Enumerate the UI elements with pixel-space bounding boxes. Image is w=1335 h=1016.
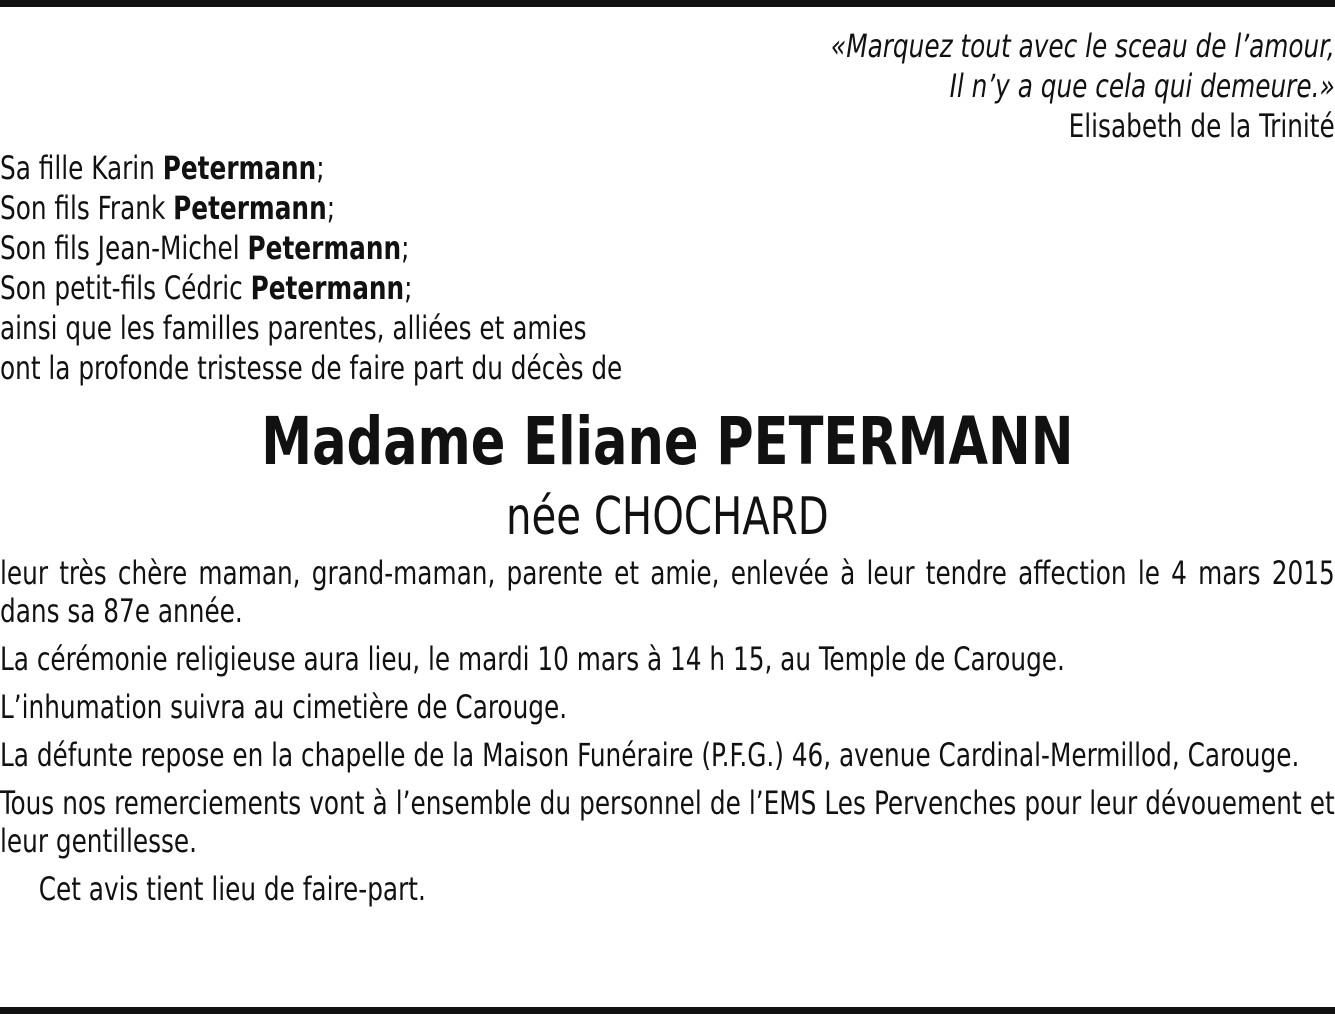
family-member-punct: ; bbox=[404, 269, 413, 307]
announcement-line-2: ont la profonde tristesse de faire part du décès de bbox=[0, 349, 623, 387]
epigraph-quote bbox=[0, 26, 1335, 146]
family-member-surname: Petermann bbox=[250, 269, 405, 307]
family-member-surname: Petermann bbox=[173, 189, 327, 227]
family-member-punct: ; bbox=[326, 189, 336, 227]
deceased-maiden-name: née CHOCHARD bbox=[506, 487, 829, 547]
family-member bbox=[0, 188, 1335, 228]
family-member-surname: Petermann bbox=[247, 229, 402, 267]
family-member bbox=[0, 268, 1335, 308]
bottom-rule bbox=[0, 1007, 1335, 1014]
announcement-line-1: ainsi que les familles parentes, alliées et amies bbox=[0, 309, 587, 347]
quote-author: Elisabeth de la Trinité bbox=[1068, 107, 1335, 145]
family-list bbox=[0, 148, 1335, 388]
family-member-punct: ; bbox=[401, 229, 410, 267]
top-rule bbox=[0, 0, 1335, 7]
family-member bbox=[0, 148, 1335, 188]
paragraph-closing: Cet avis tient lieu de faire-part. bbox=[38, 870, 426, 908]
family-member bbox=[0, 228, 1335, 268]
family-member-relation: Son fils Jean-Michel bbox=[0, 229, 248, 267]
family-member-relation: Son fils Frank bbox=[0, 189, 174, 227]
paragraph-relationship: leur très chère maman, grand-maman, parente et amie, enlevée à leur tendre affection le 4 mars 2015 dans sa 87e année. bbox=[0, 554, 1335, 630]
death-notice bbox=[0, 26, 1335, 918]
family-member-relation: Sa fille Karin bbox=[0, 149, 163, 187]
quote-line-1: «Marquez tout avec le sceau de l’amour, bbox=[830, 27, 1335, 65]
family-member-relation: Son petit-fils Cédric bbox=[0, 269, 251, 307]
paragraph-thanks: Tous nos remerciements vont à l’ensemble du personnel de l’EMS Les Pervenches pour leur dévouement et leur gentillesse. bbox=[0, 784, 1335, 860]
family-member-punct: ; bbox=[316, 149, 325, 187]
paragraph-burial: L’inhumation suivra au cimetière de Carouge. bbox=[0, 688, 568, 726]
family-member-surname: Petermann bbox=[162, 149, 317, 187]
paragraph-ceremony: La cérémonie religieuse aura lieu, le mardi 10 mars à 14 h 15, au Temple de Carouge. bbox=[0, 640, 1065, 678]
deceased-name: Madame Eliane PETERMANN bbox=[261, 403, 1074, 480]
paragraph-repose: La défunte repose en la chapelle de la Maison Funéraire (P.F.G.) 46, avenue Cardinal-Mermillod, Carouge. bbox=[0, 736, 1300, 774]
quote-line-2: Il n’y a que cela qui demeure.» bbox=[949, 67, 1335, 105]
